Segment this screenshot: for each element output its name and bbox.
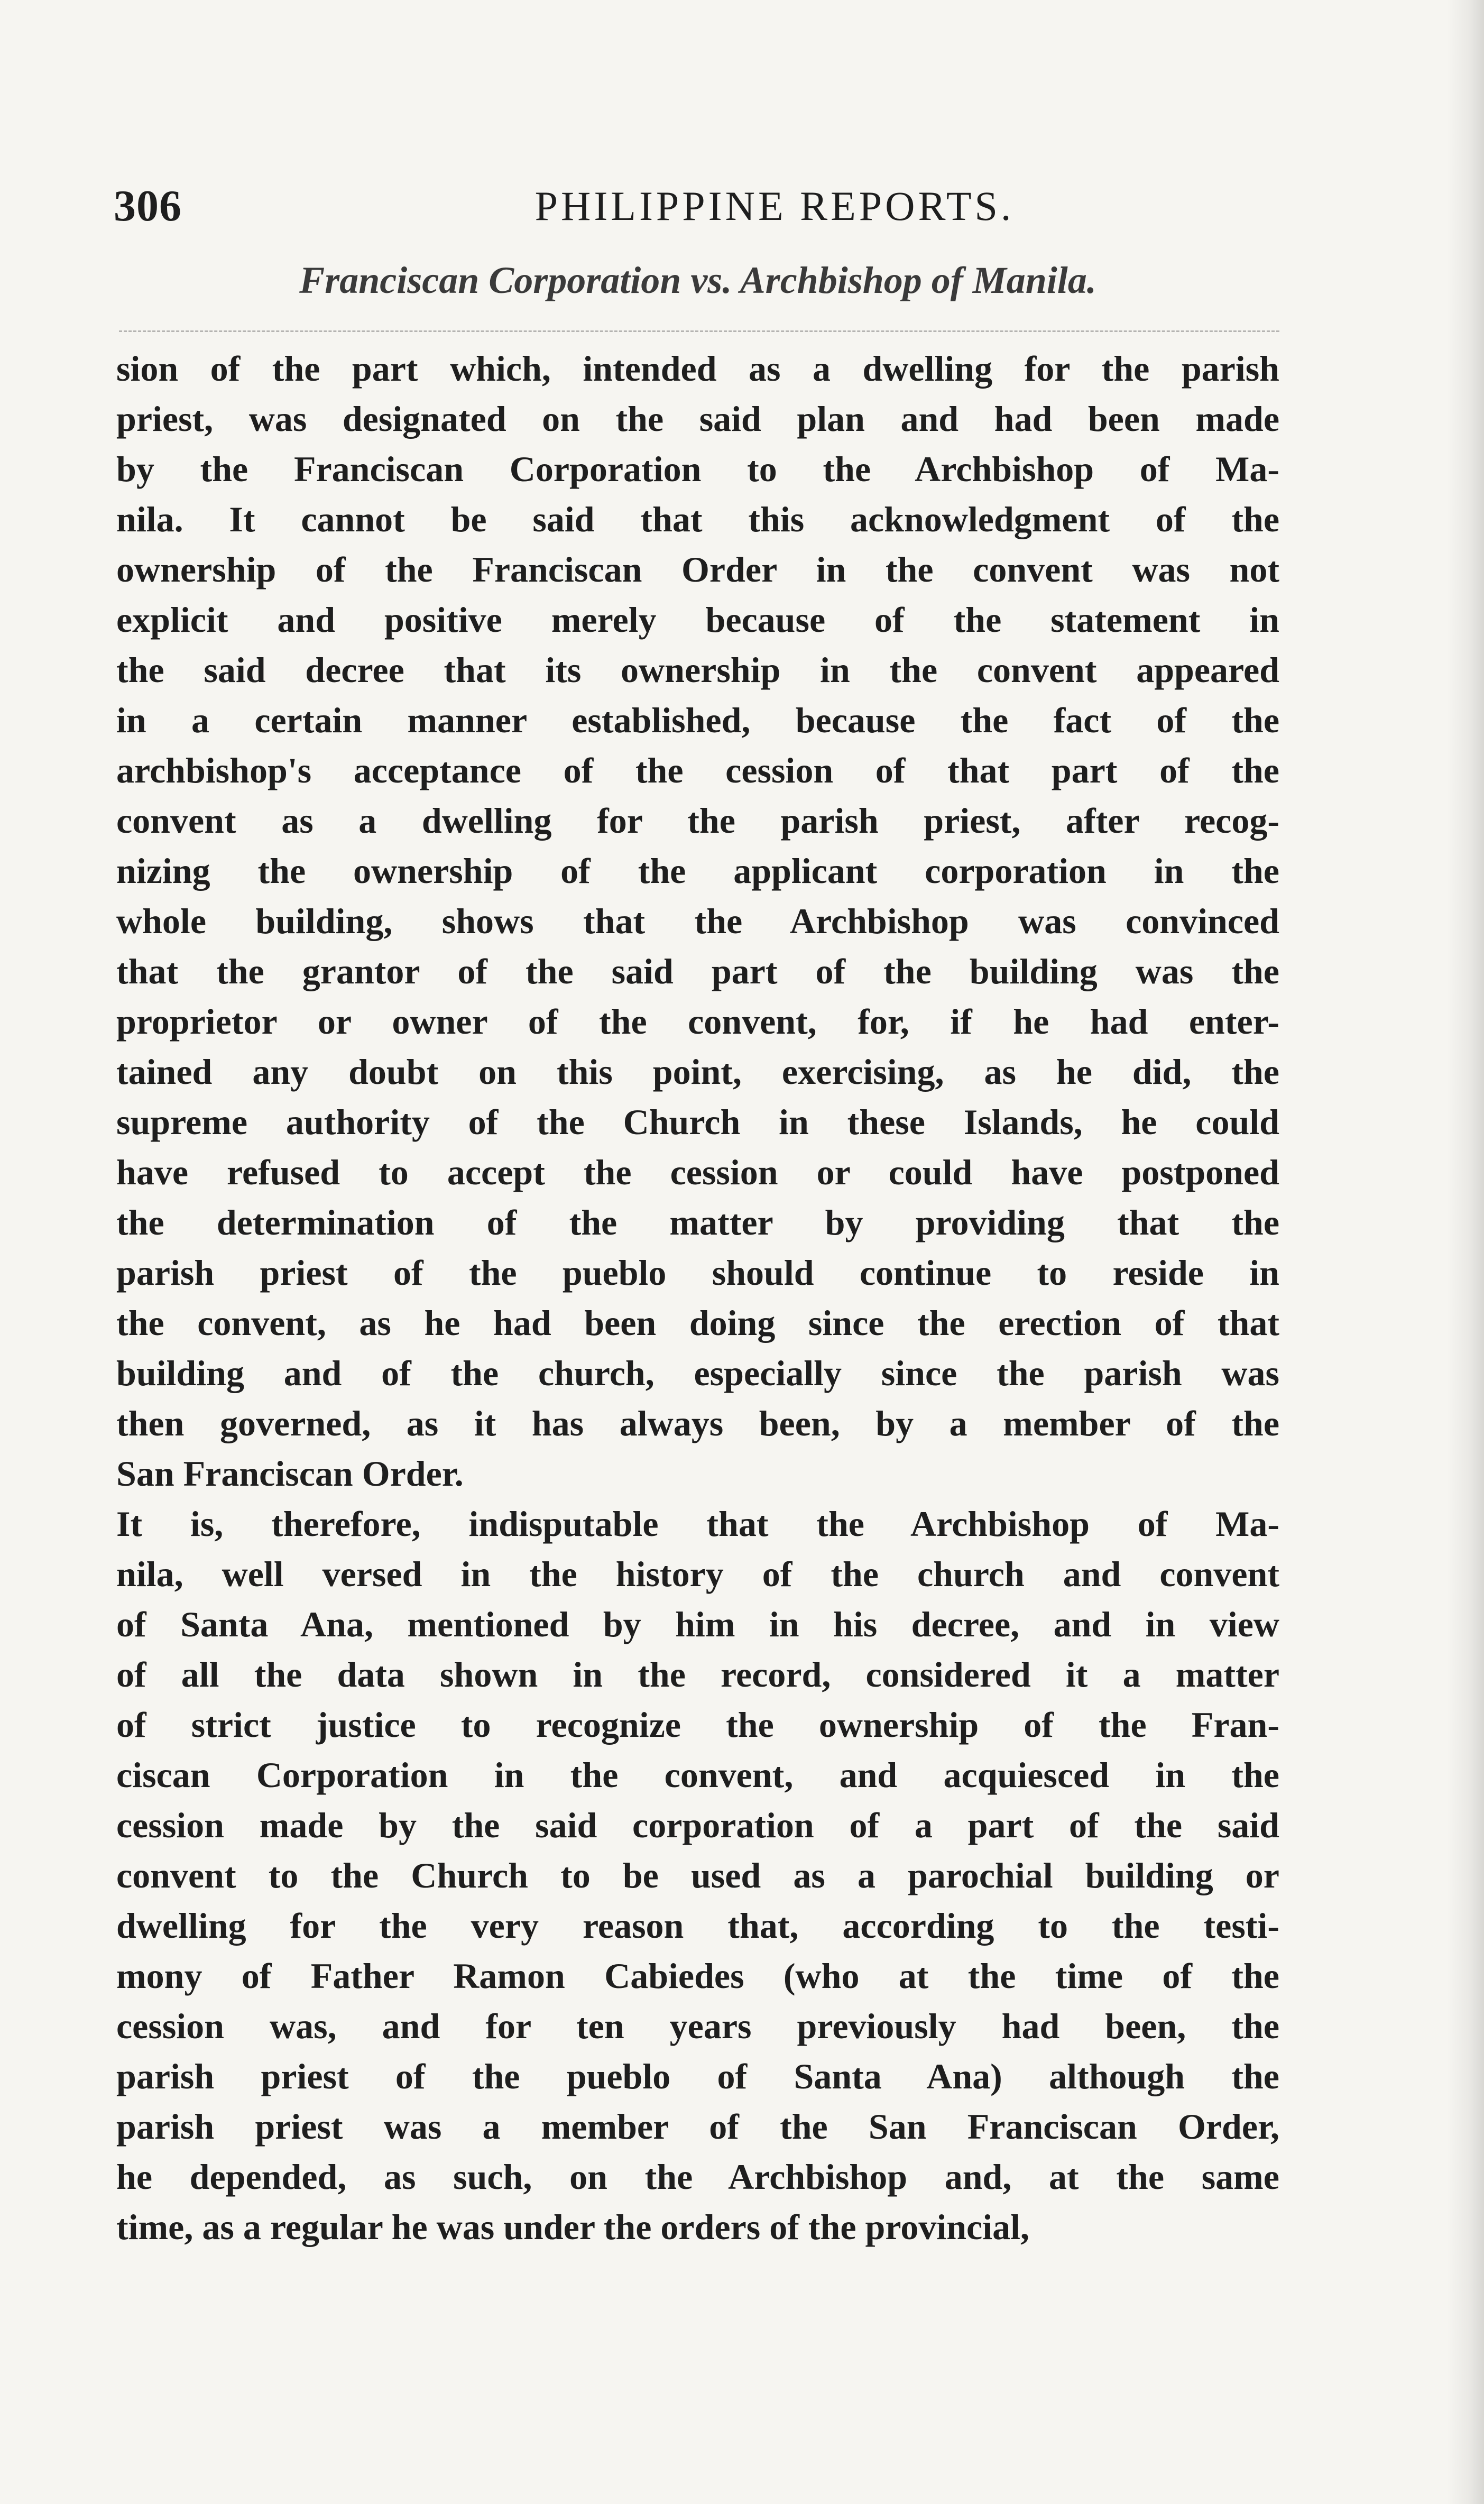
text-line: that the grantor of the said part of the building was the xyxy=(116,951,1279,991)
text-line: priest, was designated on the said plan and had been made xyxy=(116,399,1279,439)
text-line: proprietor or owner of the convent, for, if he had enter- xyxy=(116,1001,1279,1042)
text-line: explicit and positive merely because of the statement in xyxy=(116,600,1279,640)
text-line: nizing the ownership of the applicant corporation in the xyxy=(116,851,1279,891)
text-line: of Santa Ana, mentioned by him in his decree, and in view xyxy=(116,1604,1279,1644)
text-line: supreme authority of the Church in these Islands, he could xyxy=(116,1102,1279,1142)
page-number: 306 xyxy=(114,181,182,231)
header-rule xyxy=(119,330,1279,332)
text-line: have refused to accept the cession or could have postponed xyxy=(116,1152,1279,1192)
case-caption: Franciscan Corporation vs. Archbishop of Manila. xyxy=(299,259,1096,301)
text-line: he depended, as such, on the Archbishop and, at the same xyxy=(116,2157,1279,2197)
text-line: then governed, as it has always been, by a member of the xyxy=(116,1403,1279,1443)
text-line: tained any doubt on this point, exercising, as he did, the xyxy=(116,1052,1279,1092)
text-line: dwelling for the very reason that, according to the testi- xyxy=(116,1905,1279,1946)
text-line: nila. It cannot be said that this acknowledgment of the xyxy=(116,499,1279,539)
text-line: sion of the part which, intended as a dwelling for the parish xyxy=(116,348,1279,389)
text-line: time, as a regular he was under the orders of the provincial, xyxy=(116,2207,1029,2247)
text-line: the convent, as he had been doing since the erection of that xyxy=(116,1303,1279,1343)
report-title: PHILIPPINE REPORTS. xyxy=(534,183,1015,229)
body-text xyxy=(116,344,1279,2252)
text-line: building and of the church, especially since the parish was xyxy=(116,1353,1279,1393)
text-line: by the Franciscan Corporation to the Archbishop of Ma- xyxy=(116,449,1279,489)
text-line: the determination of the matter by providing that the xyxy=(116,1202,1279,1242)
text-line: of all the data shown in the record, considered it a matter xyxy=(116,1654,1279,1695)
text-line: San Franciscan Order. xyxy=(116,1453,464,1494)
text-line: the said decree that its ownership in the convent appeared xyxy=(116,650,1279,690)
paragraph-2 xyxy=(116,1499,1279,2252)
text-line: parish priest was a member of the San Franciscan Order, xyxy=(116,2106,1279,2147)
paragraph-1 xyxy=(116,344,1279,1499)
text-line: cession made by the said corporation of a part of the said xyxy=(116,1805,1279,1845)
text-line: in a certain manner established, because the fact of the xyxy=(116,700,1279,740)
text-line: convent as a dwelling for the parish priest, after recog- xyxy=(116,800,1279,841)
text-line: cession was, and for ten years previously had been, the xyxy=(116,2006,1279,2046)
text-line: archbishop's acceptance of the cession of that part of the xyxy=(116,750,1279,790)
text-line: mony of Father Ramon Cabiedes (who at the time of the xyxy=(116,1956,1279,1996)
text-line: parish priest of the pueblo of Santa Ana) although the xyxy=(116,2056,1279,2096)
text-line: It is, therefore, indisputable that the Archbishop of Ma- xyxy=(116,1504,1279,1544)
text-line: of strict justice to recognize the ownership of the Fran- xyxy=(116,1705,1279,1745)
text-line: ownership of the Franciscan Order in the convent was not xyxy=(116,549,1279,590)
text-line: convent to the Church to be used as a parochial building or xyxy=(116,1855,1279,1895)
text-line: parish priest of the pueblo should continue to reside in xyxy=(116,1253,1279,1293)
text-line: whole building, shows that the Archbishop was convinced xyxy=(116,901,1279,941)
running-head xyxy=(114,174,1282,238)
text-line: nila, well versed in the history of the church and convent xyxy=(116,1554,1279,1594)
text-line: ciscan Corporation in the convent, and acquiesced in the xyxy=(116,1755,1279,1795)
page-gutter-shadow xyxy=(1447,0,1484,2504)
